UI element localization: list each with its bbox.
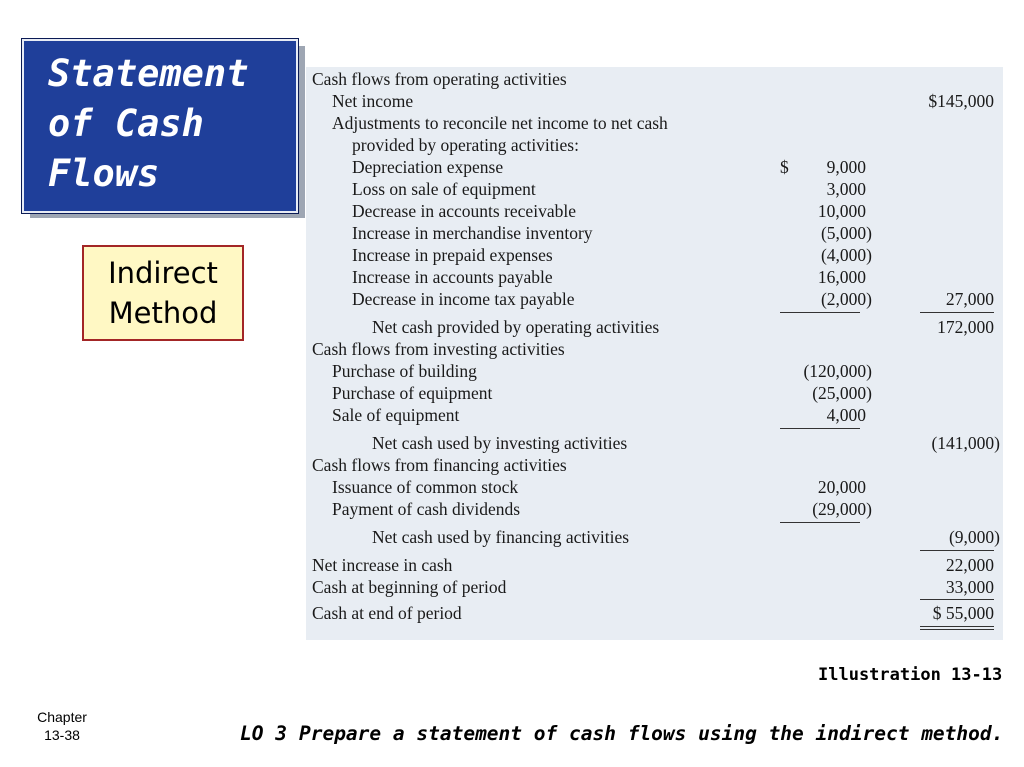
statement-section-heading	[306, 455, 1003, 477]
statement-row	[306, 135, 1003, 157]
row-detail-value: (29,000)	[812, 499, 872, 519]
row-label: Sale of equipment	[332, 405, 460, 425]
row-label: Purchase of equipment	[332, 383, 493, 403]
row-total-value: (9,000)	[948, 527, 1000, 547]
subtotal-rule	[920, 599, 994, 600]
row-total-value: 22,000	[945, 555, 994, 575]
row-label: Net cash provided by operating activities	[372, 317, 660, 337]
statement-row	[306, 245, 1003, 267]
double-underline-rule	[920, 626, 994, 627]
row-detail-value: 10,000	[817, 201, 866, 221]
row-detail-value: 16,000	[817, 267, 866, 287]
subtotal-rule	[780, 428, 860, 429]
row-label: Decrease in income tax payable	[352, 289, 575, 309]
statement-subtotal-row	[306, 433, 1003, 455]
learning-objective	[240, 722, 1003, 745]
chapter-word: Chapter	[37, 709, 87, 725]
row-total-value: (141,000)	[931, 433, 1000, 453]
subtotal-rule	[920, 312, 994, 313]
statement-subtotal-row	[306, 527, 1003, 549]
row-label: Loss on sale of equipment	[352, 179, 536, 199]
row-detail-value: (4,000)	[820, 245, 872, 265]
statement-section-heading	[306, 69, 1003, 91]
row-label: Increase in accounts payable	[352, 267, 553, 287]
illustration-label: Illustration 13-13	[818, 665, 1003, 685]
row-detail-value: 3,000	[826, 179, 866, 199]
row-label: Increase in prepaid expenses	[352, 245, 553, 265]
row-total-value: $ 55,000	[932, 603, 994, 623]
slide-title-line: of Cash	[48, 102, 204, 145]
row-label: Purchase of building	[332, 361, 477, 381]
row-label: Cash flows from investing activities	[312, 339, 565, 359]
learning-objective-text: Prepare a statement of cash flows using the indirect method.	[298, 722, 1004, 745]
row-detail-value: 4,000	[826, 405, 866, 425]
row-detail-value: 9,000	[826, 157, 866, 177]
row-label: Decrease in accounts receivable	[352, 201, 576, 221]
learning-objective-code: LO 3	[240, 722, 287, 745]
statement-row	[306, 499, 1003, 521]
subtotal-rule	[780, 522, 860, 523]
subtotal-rule	[920, 550, 994, 551]
double-underline-rule	[920, 629, 994, 630]
row-total-value: $145,000	[928, 91, 994, 111]
row-total-value: 33,000	[945, 577, 994, 597]
method-callout-line: Method	[108, 296, 218, 330]
method-callout-line: Indirect	[108, 256, 218, 290]
slide-title-line: Flows	[48, 152, 160, 195]
row-label: Net cash used by investing activities	[372, 433, 628, 453]
statement-row	[306, 361, 1003, 383]
row-label: Increase in merchandise inventory	[352, 223, 593, 243]
chapter-label	[24, 708, 100, 744]
statement-row	[306, 157, 1003, 179]
subtotal-rule	[780, 312, 860, 313]
row-detail-value: (120,000)	[803, 361, 872, 381]
row-label: Cash flows from operating activities	[312, 69, 567, 89]
cash-flow-statement	[306, 67, 1003, 640]
statement-section-heading	[306, 339, 1003, 361]
statement-row	[306, 577, 1003, 599]
row-detail-value: (5,000)	[820, 223, 872, 243]
row-label: Net income	[332, 91, 414, 111]
row-detail-value: 20,000	[817, 477, 866, 497]
row-label: Cash at beginning of period	[312, 577, 507, 597]
statement-row	[306, 555, 1003, 577]
statement-row	[306, 383, 1003, 405]
row-label: provided by operating activities:	[352, 135, 579, 155]
statement-row	[306, 267, 1003, 289]
statement-row	[306, 91, 1003, 113]
slide-title	[48, 49, 248, 199]
row-label: Cash flows from financing activities	[312, 455, 567, 475]
method-callout	[82, 245, 244, 341]
row-label: Payment of cash dividends	[332, 499, 521, 519]
statement-grand-total-row	[306, 603, 1003, 625]
row-label: Net increase in cash	[312, 555, 453, 575]
row-total-value: 172,000	[937, 317, 994, 337]
statement-row	[306, 477, 1003, 499]
row-label: Depreciation expense	[352, 157, 504, 177]
row-detail-value: (2,000)	[820, 289, 872, 309]
row-detail-value: (25,000)	[812, 383, 872, 403]
slide-title-line: Statement	[48, 52, 249, 95]
slide-title-box	[22, 39, 298, 213]
row-label: Issuance of common stock	[332, 477, 519, 497]
chapter-number: 13-38	[44, 727, 80, 743]
row-label: Net cash used by financing activities	[372, 527, 630, 547]
statement-row	[306, 179, 1003, 201]
row-label: Adjustments to reconcile net income to net cash	[332, 113, 668, 133]
currency-symbol: $	[780, 157, 789, 177]
statement-row	[306, 405, 1003, 427]
statement-row	[306, 223, 1003, 245]
statement-subtotal-row	[306, 317, 1003, 339]
statement-row	[306, 289, 1003, 311]
row-total-value: 27,000	[945, 289, 994, 309]
statement-row	[306, 201, 1003, 223]
row-label: Cash at end of period	[312, 603, 462, 623]
statement-row	[306, 113, 1003, 135]
